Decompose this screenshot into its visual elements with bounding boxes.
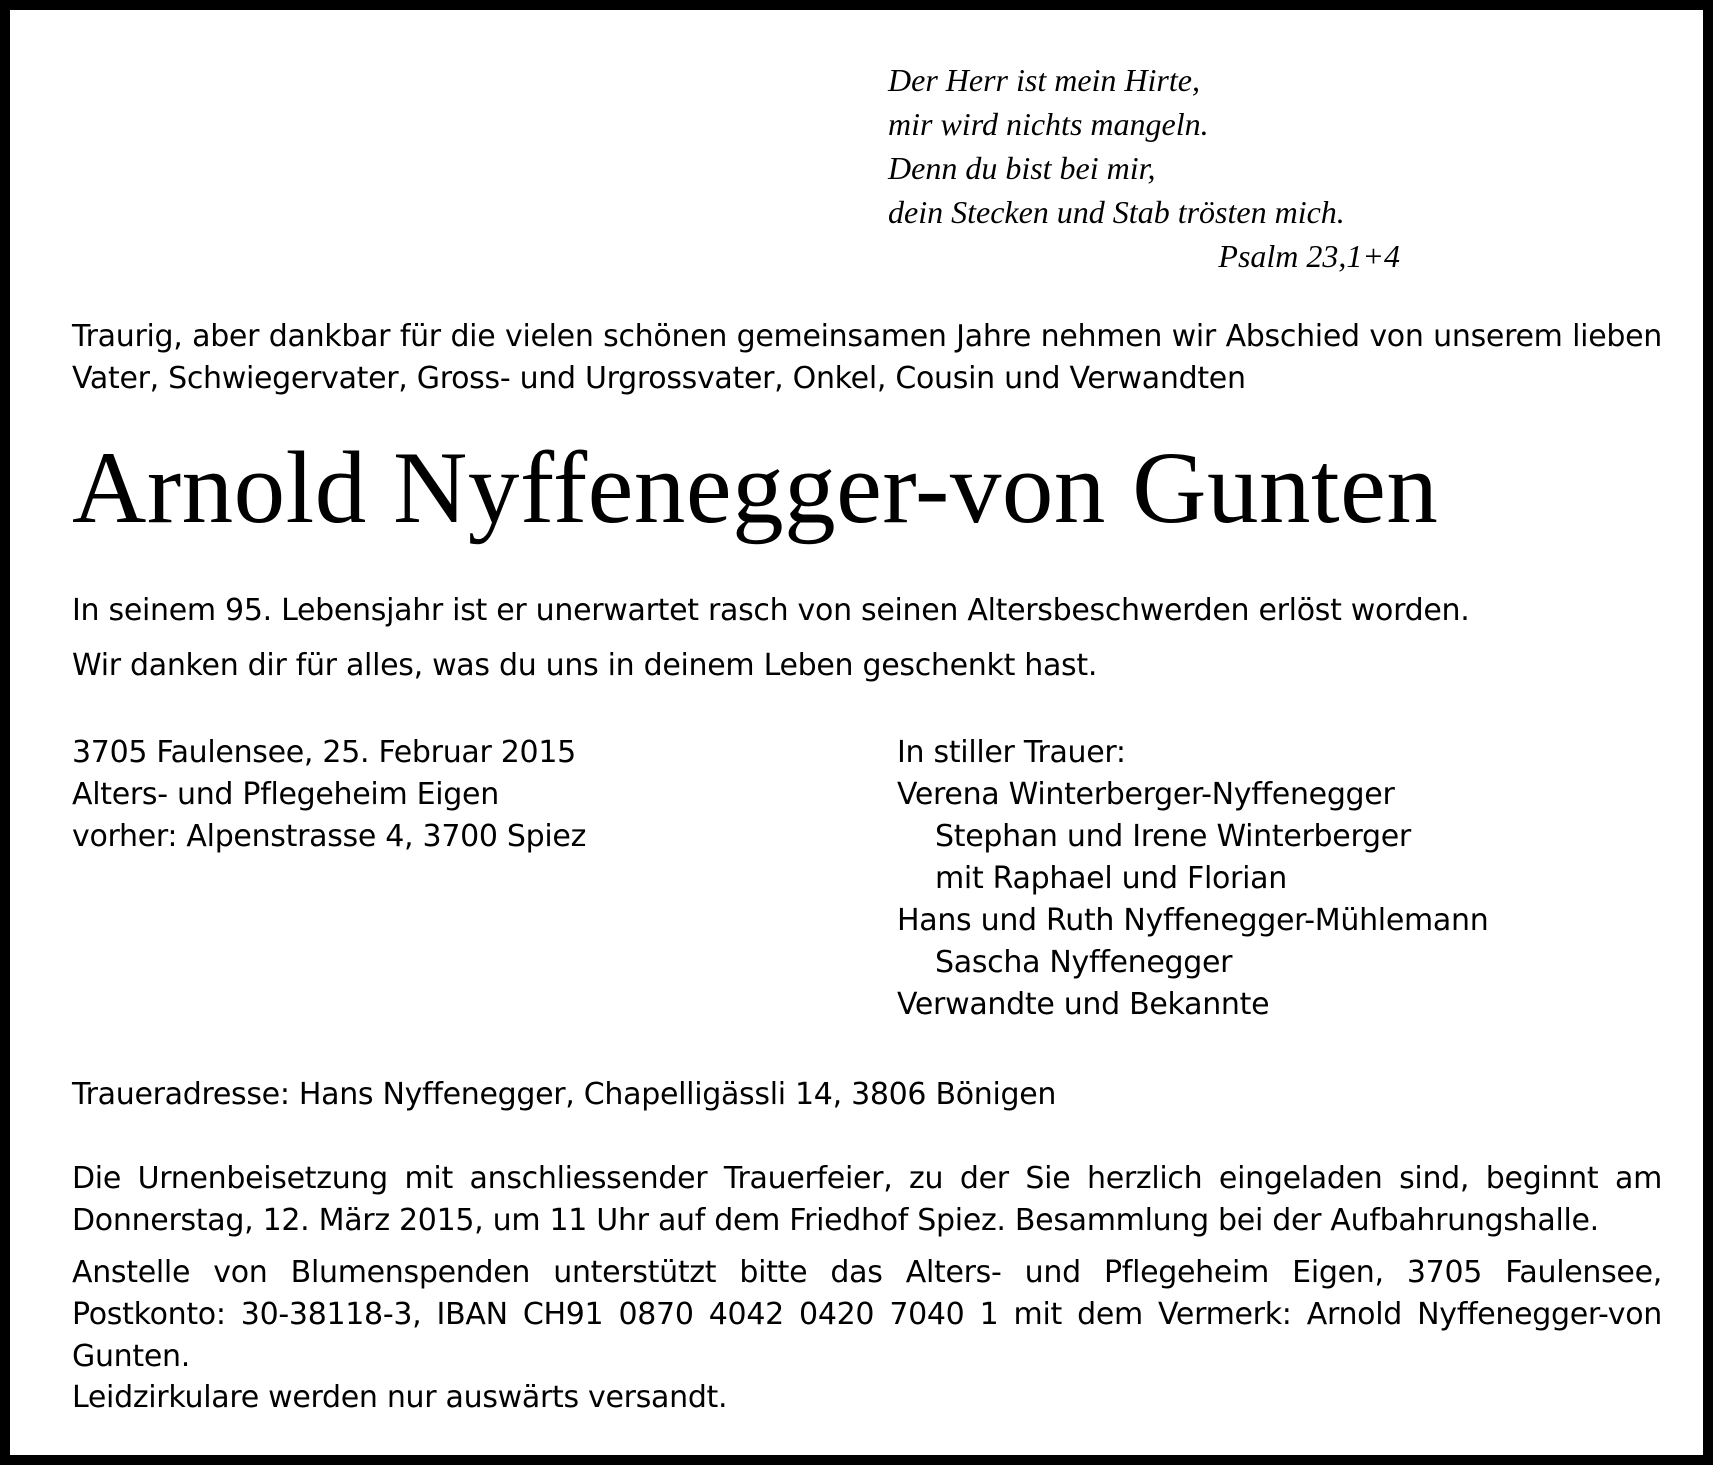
thanks-statement: Wir danken dir für alles, was du uns in deinem Leben geschenkt hast. (72, 648, 1098, 683)
psalm-line: Denn du bist bei mir, (888, 150, 1156, 186)
mourners-heading: In stiller Trauer: (897, 735, 1126, 770)
psalm-quote (888, 58, 1408, 278)
circular-note: Leidzirkulare werden nur auswärts versandt. (72, 1380, 728, 1415)
mourner-entry: Verwandte und Bekannte (897, 987, 1270, 1022)
place-date-block (72, 732, 832, 858)
mourner-entry: Hans und Ruth Nyffenegger-Mühlemann (897, 903, 1489, 938)
intro-paragraph: Traurig, aber dankbar für die vielen schönen gemeinsamen Jahre nehmen wir Abschied von unserem lieben Vater, Schwiegervater, Gross- und Urgrossvater, Onkel, Cousin und Verwandten (72, 319, 1662, 396)
mourner-entry: Stephan und Irene Winterberger (935, 819, 1411, 854)
psalm-line: Der Herr ist mein Hirte, (888, 62, 1200, 98)
mourner-entry: mit Raphael und Florian (935, 861, 1287, 896)
mourners-block (897, 732, 1677, 1026)
place-date-line: vorher: Alpenstrasse 4, 3700 Spiez (72, 819, 587, 854)
mourning-address: Traueradresse: Hans Nyffenegger, Chapelligässli 14, 3806 Bönigen (72, 1077, 1057, 1112)
psalm-line: dein Stecken und Stab trösten mich. (888, 194, 1345, 230)
life-statement: In seinem 95. Lebensjahr ist er unerwartet rasch von seinen Altersbeschwerden erlöst worden. (72, 593, 1470, 628)
deceased-name: Arnold Nyffenegger-von Gunten (72, 431, 1439, 545)
place-date-line: Alters- und Pflegeheim Eigen (72, 777, 499, 812)
mourner-entry: Sascha Nyffenegger (935, 945, 1233, 980)
mourner-entry: Verena Winterberger-Nyffenegger (897, 777, 1395, 812)
ceremony-paragraph: Die Urnenbeisetzung mit anschliessender Trauerfeier, zu der Sie herzlich eingeladen sind, beginnt am Donnerstag, 12. März 2015, um 11 Uhr auf dem Friedhof Spiez. Besammlung bei der Aufbahrungshalle. (72, 1161, 1662, 1238)
psalm-line: mir wird nichts mangeln. (888, 106, 1209, 142)
psalm-reference: Psalm 23,1+4 (1218, 238, 1400, 274)
donation-paragraph: Anstelle von Blumenspenden unterstützt bitte das Alters- und Pflegeheim Eigen, 3705 Faulensee, Postkonto: 30-38118-3, IBAN CH91 0870 4042 0420 7040 1 mit dem Vermerk: Arnold Nyffenegger-von Gunten. (72, 1255, 1662, 1374)
place-date-line: 3705 Faulensee, 25. Februar 2015 (72, 735, 576, 770)
